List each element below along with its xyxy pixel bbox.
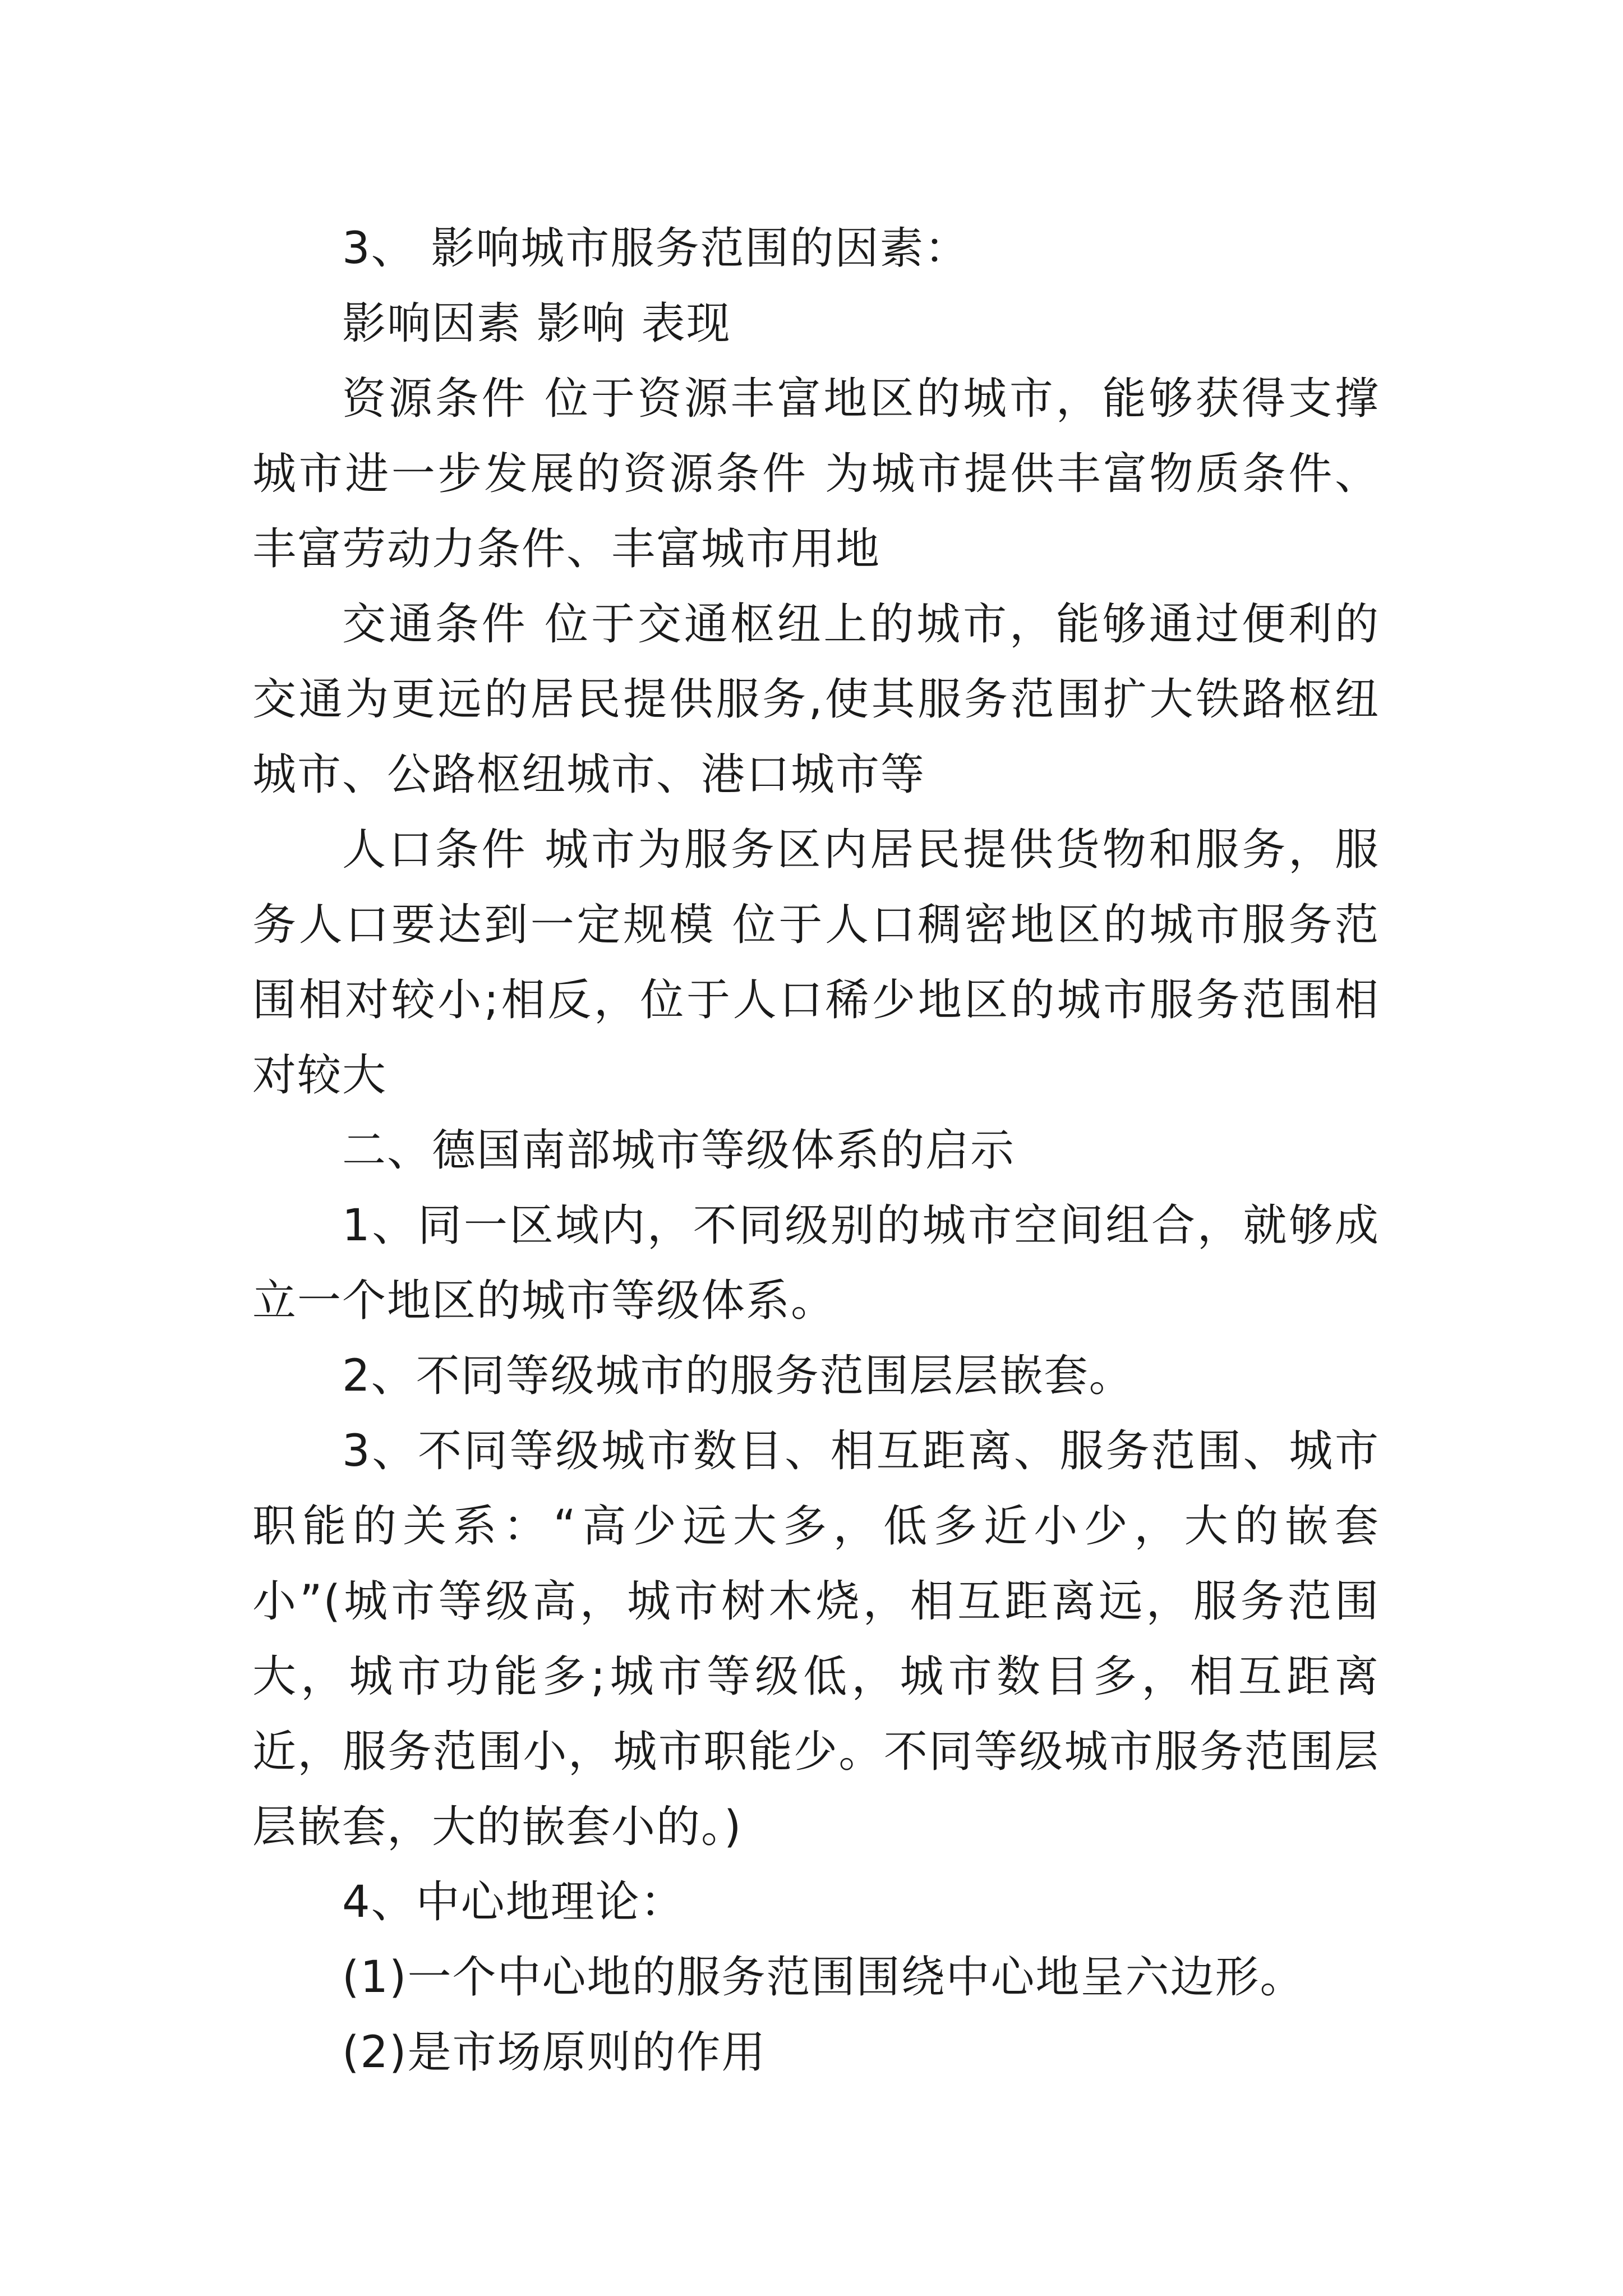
paragraph-table-header: 影响因素 影响 表现 xyxy=(342,298,731,349)
document-body xyxy=(252,211,1380,2090)
paragraph-point-4: 4、中心地理论： xyxy=(342,1877,685,1927)
paragraph-heading-factors: 3、 影响城市服务范围的因素： xyxy=(342,223,970,274)
paragraph-resource-conditions: 资源条件 位于资源丰富地区的城市，能够获得支撑城市进一步发展的资源条件 为城市提供丰富物质条件、丰富劳动力条件、丰富城市用地 xyxy=(252,374,1380,574)
paragraph-section-heading: 二、德国南部城市等级体系的启示 xyxy=(342,1125,1016,1176)
paragraph-transport-conditions: 交通条件 位于交通枢纽上的城市，能够通过便利的交通为更远的居民提供服务,使其服务范围扩大铁路枢纽城市、公路枢纽城市、港口城市等 xyxy=(252,599,1380,800)
paragraph-subpoint-2: (2)是市场原则的作用 xyxy=(342,2027,767,2078)
paragraph-point-3: 3、不同等级城市数目、相互距离、服务范围、城市职能的关系：“高少远大多，低多近小少，大的嵌套小”(城市等级高，城市树木烧，相互距离远，服务范围大，城市功能多;城市等级低，城市数目多，相互距离近，服务范围小，城市职能少。不同等级城市服务范围层层嵌套，大的嵌套小的。) xyxy=(252,1426,1380,1852)
paragraph-population-conditions: 人口条件 城市为服务区内居民提供货物和服务，服务人口要达到一定规模 位于人口稠密地区的城市服务范围相对较小;相反，位于人口稀少地区的城市服务范围相对较大 xyxy=(252,825,1380,1101)
paragraph-point-2: 2、不同等级城市的服务范围层层嵌套。 xyxy=(342,1351,1134,1401)
paragraph-point-1: 1、同一区域内，不同级别的城市空间组合，就够成立一个地区的城市等级体系。 xyxy=(252,1200,1380,1326)
paragraph-subpoint-1: (1)一个中心地的服务范围围绕中心地呈六边形。 xyxy=(342,1952,1305,2003)
